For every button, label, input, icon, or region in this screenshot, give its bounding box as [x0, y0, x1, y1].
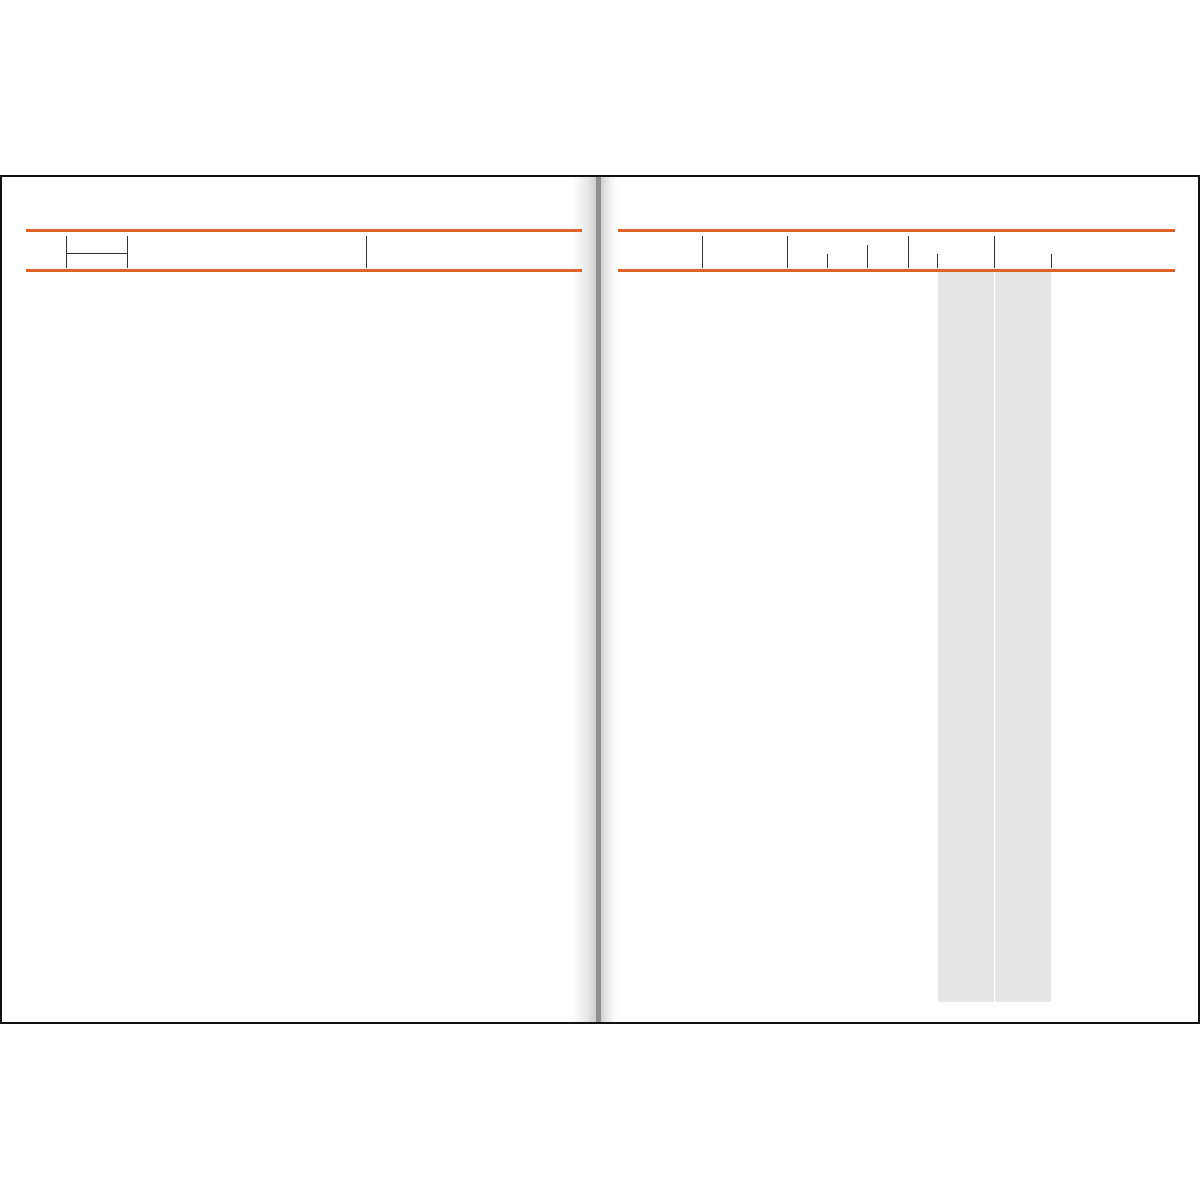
header-top-rule: [618, 229, 1175, 232]
header-bottom-rule: [618, 269, 1175, 272]
other-amount-shade: [995, 272, 1051, 1002]
header-top-rule: [26, 229, 582, 232]
gutter-shadow-left: [565, 177, 596, 1022]
gutter-shadow-right: [601, 177, 621, 1022]
fuel-amount-shade: [938, 272, 994, 1002]
spine: [596, 177, 601, 1022]
header-bottom-rule: [26, 269, 582, 272]
